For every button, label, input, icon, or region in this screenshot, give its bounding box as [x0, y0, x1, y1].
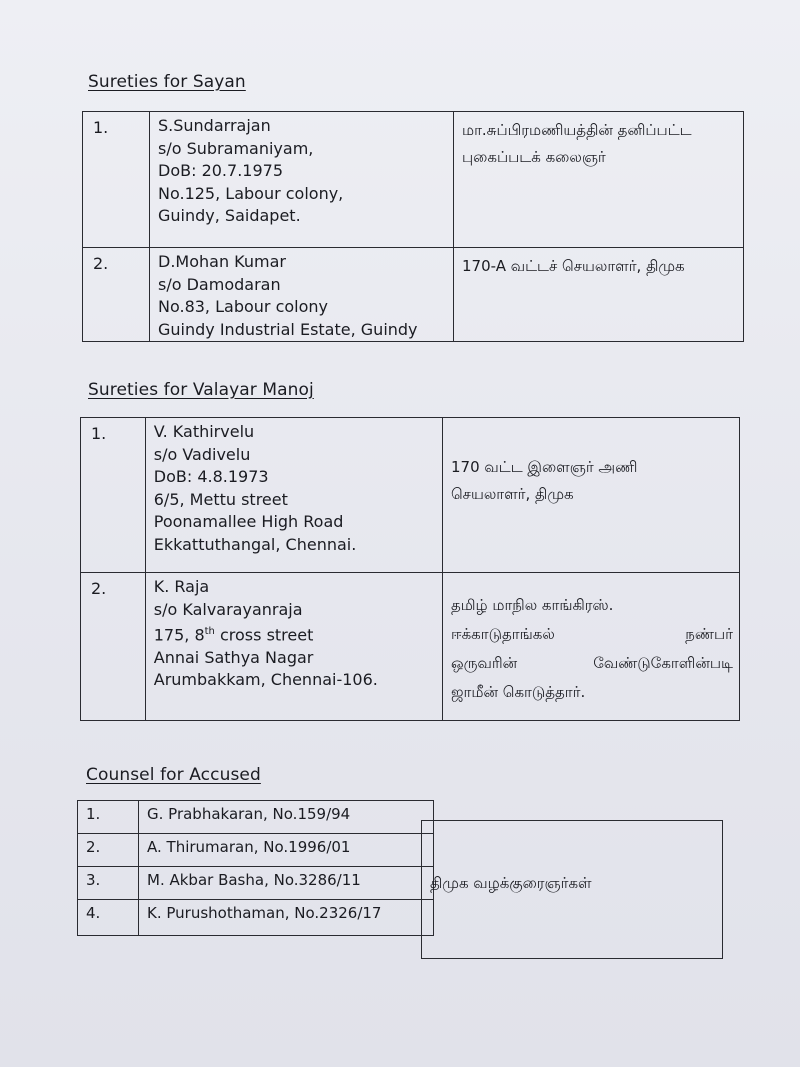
surety-street: No.125, Labour colony,: [158, 183, 344, 203]
row-number: 1.: [78, 801, 139, 834]
surety-name: S.Sundarrajan: [158, 116, 271, 135]
surety-dob: DoB: 20.7.1975: [158, 161, 283, 180]
table-row: [81, 418, 740, 573]
heading-counsel-for-accused: Counsel for Accused: [86, 765, 261, 785]
note-line: புகைப்படக் கலைஞர்: [462, 148, 606, 166]
note-line: 170-A வட்டச் செயலாளர், திமுக: [462, 257, 685, 275]
note-line: 170 வட்ட இளைஞர் அணி: [451, 458, 638, 476]
surety-father: s/o Kalvarayanraja: [153, 599, 303, 619]
note-line: மா.சுப்பிரமணியத்தின் தனிப்பட்ட: [462, 121, 692, 139]
surety-note: [443, 573, 740, 721]
surety-name: V. Kathirvelu: [153, 422, 255, 441]
counsel-name: M. Akbar Basha, No.3286/11: [139, 867, 434, 900]
surety-street: No.83, Labour colony: [158, 297, 328, 316]
sayan-sureties-table: [82, 111, 744, 342]
note-line: செயலாளர், திமுக: [451, 485, 574, 503]
note-line: தமிழ் மாநில காங்கிரஸ்.: [451, 596, 614, 614]
surety-area: Annai Sathya Nagar: [153, 647, 314, 667]
row-number: 2.: [83, 248, 150, 342]
heading-sureties-valayar-manoj: Sureties for Valayar Manoj: [88, 380, 314, 400]
counsel-note: திமுக வழக்குரைஞர்கள்: [422, 821, 723, 959]
surety-area: Guindy, Saidapet.: [158, 206, 301, 225]
surety-area: Guindy Industrial Estate, Guindy: [158, 319, 418, 339]
counsel-note-box: [421, 820, 723, 959]
row-number: 2.: [78, 834, 139, 867]
row-number: 2.: [81, 573, 146, 721]
table-row: [83, 248, 744, 342]
surety-address: [145, 418, 442, 573]
counsel-name: A. Thirumaran, No.1996/01: [139, 834, 434, 867]
surety-note: [454, 112, 744, 248]
note-word: வேண்டுகோளின்படி: [593, 654, 733, 672]
counsel-table: [77, 800, 434, 936]
row-number: 1.: [83, 112, 150, 248]
table-row: [78, 867, 434, 900]
surety-road: Poonamallee High Road: [153, 512, 344, 531]
surety-city: Arumbakkam, Chennai-106.: [153, 670, 378, 690]
surety-street: [154, 621, 442, 647]
note-word: ஒருவரின்: [451, 654, 518, 672]
surety-area: Ekkattuthangal, Chennai.: [153, 534, 357, 554]
surety-father: s/o Vadivelu: [153, 444, 251, 464]
heading-sureties-sayan: Sureties for Sayan: [88, 72, 246, 92]
street-name: cross street: [214, 625, 314, 645]
surety-name: K. Raja: [153, 577, 210, 596]
surety-father: s/o Subramaniyam,: [158, 138, 314, 158]
surety-name: D.Mohan Kumar: [158, 252, 286, 271]
surety-address: [150, 112, 454, 248]
counsel-name: K. Purushothaman, No.2326/17: [139, 900, 434, 936]
surety-note: [443, 418, 740, 573]
counsel-name: G. Prabhakaran, No.159/94: [139, 801, 434, 834]
table-row: [83, 112, 744, 248]
note-line: [451, 620, 733, 649]
row-number: 1.: [81, 418, 146, 573]
street-number: 175, 8: [153, 625, 205, 645]
table-row: [78, 900, 434, 936]
note-line: [451, 649, 733, 678]
street-ordinal: th: [204, 626, 215, 637]
table-row: [78, 834, 434, 867]
note-word: ஈக்காடுதாங்கல்: [451, 625, 555, 643]
manoj-sureties-table: [80, 417, 740, 721]
table-row: [81, 573, 740, 721]
note-word: நண்பர்: [685, 625, 733, 643]
surety-note: [454, 248, 744, 342]
row-number: 3.: [78, 867, 139, 900]
surety-street: 6/5, Mettu street: [153, 489, 288, 509]
note-line: ஜாமீன் கொடுத்தார்.: [451, 683, 586, 701]
surety-address: [150, 248, 454, 342]
table-row: [78, 801, 434, 834]
surety-father: s/o Damodaran: [158, 274, 281, 294]
surety-dob: DoB: 4.8.1973: [153, 467, 269, 486]
surety-address: [145, 573, 442, 721]
row-number: 4.: [78, 900, 139, 936]
table-row: [422, 821, 723, 959]
